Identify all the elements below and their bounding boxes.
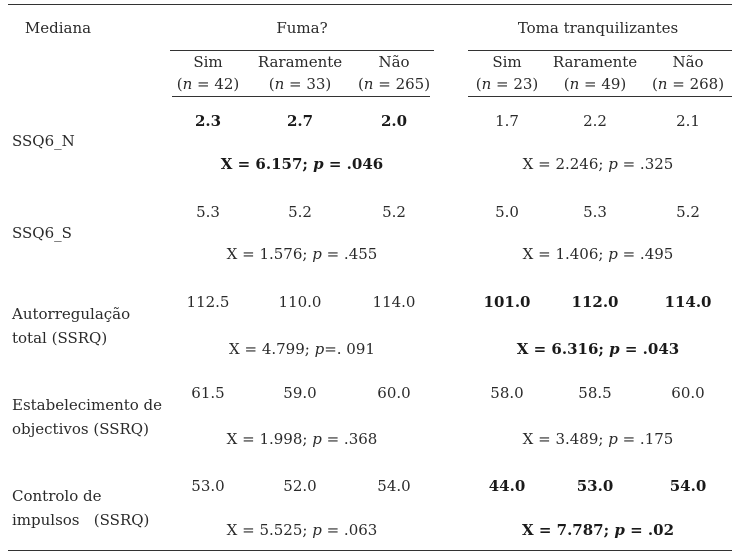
median-cell: 2.2 (583, 112, 607, 130)
median-cell: 60.0 (377, 384, 411, 402)
stat-tranquilizantes: X = 6.316; p = .043 (516, 340, 680, 358)
group2-underline (468, 50, 732, 51)
column-header-label: Não (378, 53, 410, 71)
row-label: Estabelecimento de objectivos (SSRQ) (12, 396, 163, 438)
median-cell: 2.0 (380, 112, 408, 130)
stat-fuma: X = 1.576; p = .455 (226, 245, 378, 263)
column-header-n: (n = 42) (176, 75, 240, 93)
column-header-label: Raramente (552, 53, 638, 71)
column-header-n: (n = 49) (563, 75, 627, 93)
header-bottom-rule (172, 96, 430, 97)
median-cell: 112.5 (186, 293, 230, 311)
median-cell: 53.0 (576, 477, 614, 495)
column-header-n: (n = 265) (357, 75, 431, 93)
median-cell: 114.0 (664, 293, 712, 311)
median-cell: 114.0 (372, 293, 416, 311)
column-header-label: Não (672, 53, 704, 71)
column-header-n: (n = 23) (475, 75, 539, 93)
median-cell: 44.0 (488, 477, 526, 495)
median-cell: 58.0 (490, 384, 524, 402)
median-cell: 5.2 (676, 203, 700, 221)
column-header-n: (n = 268) (651, 75, 725, 93)
median-cell: 1.7 (495, 112, 519, 130)
median-cell: 110.0 (278, 293, 322, 311)
median-cell: 101.0 (483, 293, 531, 311)
stat-tranquilizantes: X = 3.489; p = .175 (522, 430, 674, 448)
stat-tranquilizantes: X = 7.787; p = .02 (522, 521, 674, 539)
group1-underline (170, 50, 434, 51)
stat-fuma: X = 1.998; p = .368 (226, 430, 378, 448)
group-header-fuma: Fuma? (276, 19, 328, 37)
row-label: SSQ6_N (12, 132, 75, 150)
stub-header: Mediana (24, 19, 92, 37)
stat-tranquilizantes: X = 1.406; p = .495 (522, 245, 674, 263)
median-cell: 2.1 (676, 112, 700, 130)
median-cell: 54.0 (377, 477, 411, 495)
median-cell: 61.5 (191, 384, 225, 402)
header-bottom-rule-2 (468, 96, 732, 97)
column-header-label: Sim (193, 53, 223, 71)
median-cell: 2.7 (286, 112, 314, 130)
row-label: Controlo de impulsos (SSRQ) (12, 487, 150, 529)
median-cell: 112.0 (571, 293, 619, 311)
median-cell: 5.0 (495, 203, 519, 221)
median-cell: 52.0 (283, 477, 317, 495)
stat-tranquilizantes: X = 2.246; p = .325 (522, 155, 674, 173)
median-cell: 54.0 (669, 477, 707, 495)
row-label: SSQ6_S (12, 224, 72, 242)
median-cell: 5.3 (583, 203, 607, 221)
median-cell: 2.3 (194, 112, 222, 130)
bottom-rule (8, 550, 732, 551)
median-cell: 5.2 (288, 203, 312, 221)
column-header-label: Raramente (257, 53, 343, 71)
stat-fuma: X = 5.525; p = .063 (226, 521, 378, 539)
row-label: Autorregulação total (SSRQ) (12, 305, 131, 347)
median-cell: 5.3 (196, 203, 220, 221)
stat-fuma: X = 4.799; p=. 091 (229, 340, 375, 358)
stat-fuma: X = 6.157; p = .046 (220, 155, 384, 173)
group-header-tranquilizantes: Toma tranquilizantes (517, 19, 679, 37)
median-cell: 5.2 (382, 203, 406, 221)
median-cell: 53.0 (191, 477, 225, 495)
column-header-label: Sim (492, 53, 522, 71)
median-cell: 60.0 (671, 384, 705, 402)
top-rule (8, 4, 732, 5)
column-header-n: (n = 33) (268, 75, 332, 93)
median-cell: 58.5 (578, 384, 612, 402)
median-cell: 59.0 (283, 384, 317, 402)
